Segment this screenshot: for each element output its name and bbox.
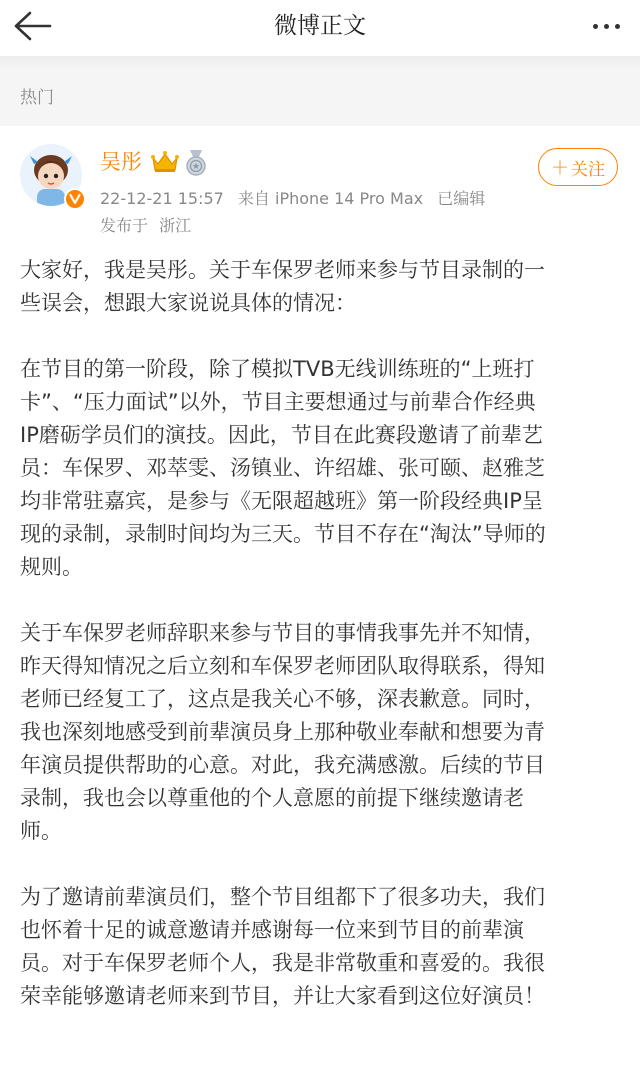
- more-button[interactable]: [582, 8, 630, 44]
- more-dots-icon: [593, 24, 598, 29]
- crown-icon[interactable]: [150, 150, 180, 174]
- back-arrow-icon: [12, 10, 52, 42]
- post-paragraph: 为了邀请前辈演员们，整个节目组都下了很多功夫，我们 也怀着十足的诚意邀请并感谢每一位来到节目的前辈演 员。对于车保罗老师个人，我是非常敬重和喜爱的。我很 荣幸能够邀请老师来到节目，并让大家看到这位好演员！: [20, 885, 545, 1008]
- post-location: [100, 215, 197, 237]
- section-band: [0, 56, 640, 126]
- band-shadow: [0, 56, 640, 70]
- avatar[interactable]: [20, 144, 82, 206]
- top-nav-bar: [0, 0, 640, 56]
- medal-icon[interactable]: [184, 149, 208, 177]
- post-card: [0, 126, 640, 1080]
- post-meta: [100, 188, 494, 210]
- author-name[interactable]: 吴彤: [100, 150, 142, 174]
- back-button[interactable]: [10, 6, 54, 46]
- location-value: 浙江: [159, 216, 192, 235]
- more-dot: [615, 24, 620, 29]
- post-paragraph: 在节目的第一阶段，除了模拟TVB无线训练班的“上班打 卡”、“压力面试”以外，节目主要想通过与前辈合作经典 IP磨砺学员们的演技。因此，节目在此赛段邀请了前辈艺 员：车保罗、邓萃雯、汤镇业、许绍雄、张可颐、赵雅芝 均非常驻嘉宾，是参与《无限超越班》第一阶段经典IP呈 现的录制，录制时间均为三天。节目不存在“淘汰”导师的 规则。: [20, 357, 546, 579]
- follow-label: 关注: [571, 159, 605, 180]
- post-body: [20, 254, 624, 1046]
- more-dot: [604, 24, 609, 29]
- edited-label[interactable]: 已编辑: [437, 189, 486, 208]
- post-timestamp: 22-12-21 15:57: [100, 189, 224, 208]
- section-label: 热门: [20, 88, 54, 108]
- location-prefix: 发布于: [100, 216, 149, 235]
- plus-icon: ＋: [551, 158, 569, 179]
- follow-button[interactable]: [538, 148, 618, 186]
- post-source: 来自 iPhone 14 Pro Max: [237, 189, 424, 208]
- post-paragraph: 大家好，我是吴彤。关于车保罗老师来参与节目录制的一 些误会，想跟大家说说具体的情况：: [20, 258, 545, 315]
- page-title: 微博正文: [274, 13, 366, 39]
- verified-v-icon: [64, 188, 86, 210]
- post-paragraph: 关于车保罗老师辞职来参与节目的事情我事先并不知情， 昨天得知情况之后立刻和车保罗老师团队取得联系，得知 老师已经复工了，这点是我关心不够，深表歉意。同时， 我也深刻地感受到前辈演员身上那种敬业奉献和想要为青 年演员提供帮助的心意。对此，我充满感激。后续的节目 录制，我也会以尊重他的个人意愿的前提下继续邀请老 师。: [20, 621, 545, 843]
